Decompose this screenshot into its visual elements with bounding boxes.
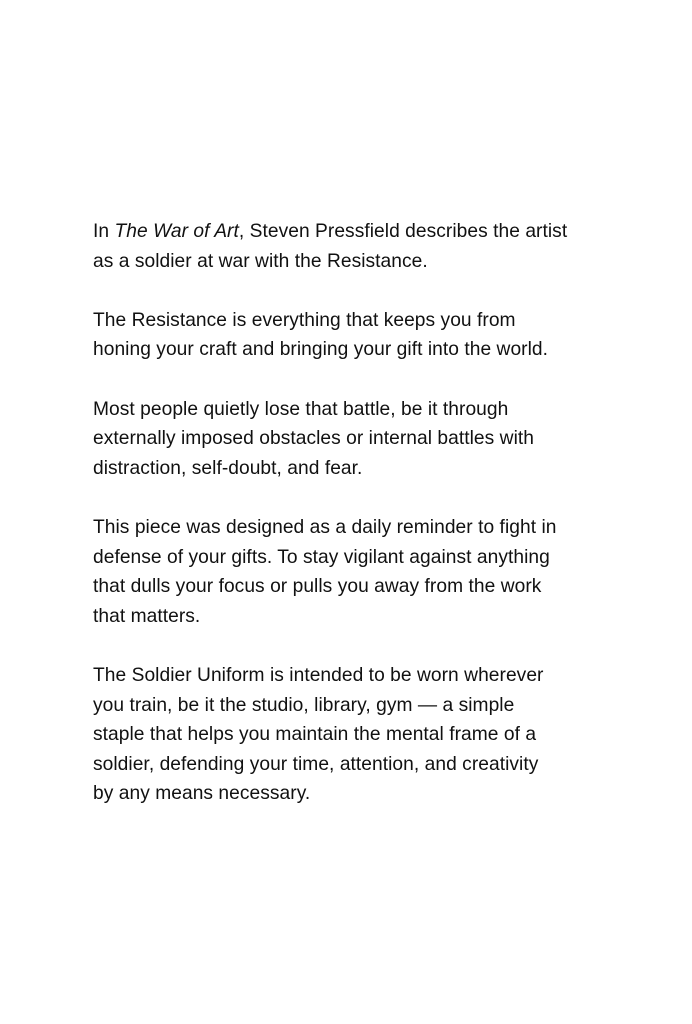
paragraph-soldier-uniform xyxy=(93,661,623,809)
paragraph-line: staple that helps you maintain the mental frame of a xyxy=(93,724,537,746)
paragraph-line xyxy=(93,221,567,242)
paragraph-battle xyxy=(93,395,623,484)
paragraph-line: as a soldier at war with the Resistance. xyxy=(93,250,428,272)
paragraph-line: that matters. xyxy=(93,605,201,627)
paragraph-line: This piece was designed as a daily reminder to fight in xyxy=(93,516,557,538)
paragraph-text: , Steven Pressfield describes the artist xyxy=(238,221,568,242)
paragraph-line: Most people quietly lose that battle, be it through xyxy=(93,398,509,420)
description-text-block xyxy=(93,217,623,809)
paragraph-line: externally imposed obstacles or internal battles with xyxy=(93,428,534,450)
paragraph-line: defense of your gifts. To stay vigilant against anything xyxy=(93,546,550,568)
paragraph-text: In xyxy=(93,221,115,242)
paragraph-line: honing your craft and bringing your gift into the world. xyxy=(93,339,549,361)
paragraph-line: by any means necessary. xyxy=(93,783,311,805)
paragraph-resistance xyxy=(93,306,623,365)
paragraph-line: The Soldier Uniform is intended to be worn wherever xyxy=(93,664,544,686)
paragraph-line: that dulls your focus or pulls you away from the work xyxy=(93,576,542,598)
paragraph-line: you train, be it the studio, library, gym — a simple xyxy=(93,694,515,716)
paragraph-war-of-art xyxy=(93,217,623,276)
paragraph-daily-reminder xyxy=(93,513,623,631)
paragraph-line: soldier, defending your time, attention, and creativity xyxy=(93,753,539,775)
paragraph-line: distraction, self-doubt, and fear. xyxy=(93,457,363,479)
paragraph-line: The Resistance is everything that keeps you from xyxy=(93,309,516,331)
book-title: The War of Art xyxy=(114,221,239,242)
